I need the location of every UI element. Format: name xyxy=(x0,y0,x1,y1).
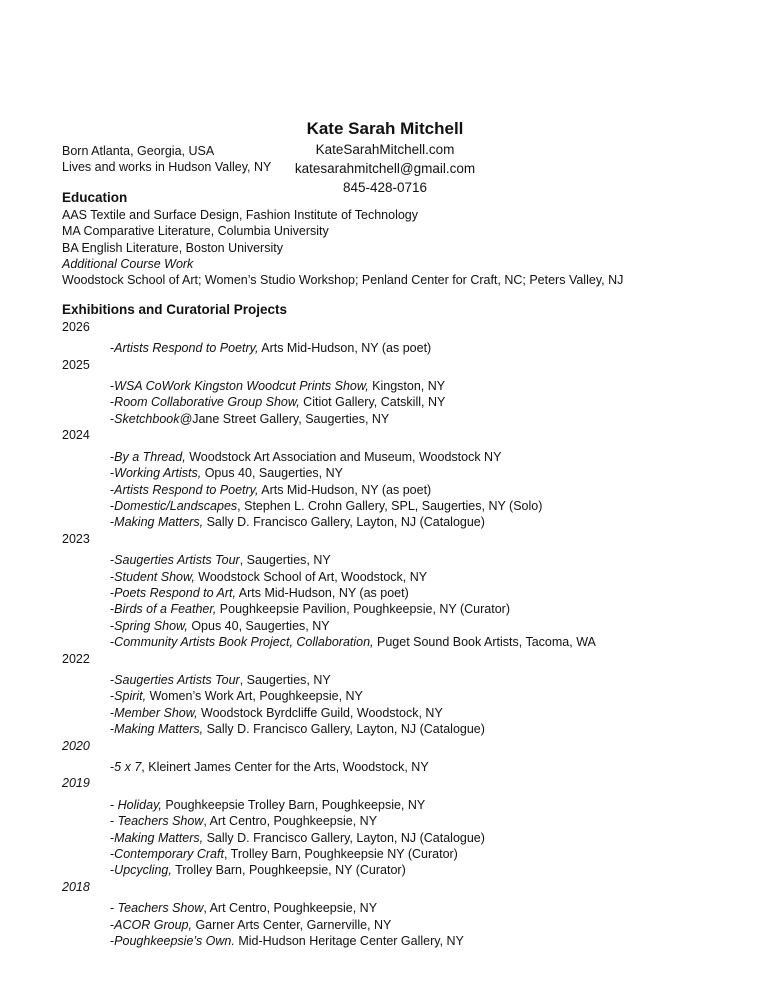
entry-venue: Arts Mid-Hudson, NY (as poet) xyxy=(236,585,409,600)
exhibition-year: 2024 xyxy=(62,428,90,443)
entry-title: Sketchbook@ xyxy=(114,411,193,426)
entry-title: Making Matters, xyxy=(114,830,204,845)
exhibition-year: 2020 xyxy=(62,738,90,753)
entry-title: Teachers Show xyxy=(117,814,204,829)
exhibition-entry xyxy=(62,933,742,949)
additional-coursework-label: Additional Course Work xyxy=(62,257,194,272)
entry-title: Community Artists Book Project, Collaboration, xyxy=(114,635,374,650)
entry-venue: Woodstock Art Association and Museum, Woodstock NY xyxy=(185,449,502,464)
exhibition-entry xyxy=(62,634,742,650)
entry-prefix: - xyxy=(110,863,115,878)
entry-prefix: - xyxy=(110,814,118,829)
entry-prefix: - xyxy=(110,515,115,530)
entry-title: Holiday, xyxy=(117,797,162,812)
entry-venue: Jane Street Gallery, Saugerties, NY xyxy=(192,411,390,426)
entry-venue: Opus 40, Saugerties, NY xyxy=(187,618,330,633)
lives-line: Lives and works in Hudson Valley, NY xyxy=(62,160,272,175)
exhibition-entry xyxy=(62,797,742,813)
exhibition-year: 2026 xyxy=(62,319,90,334)
entry-title: Spring Show, xyxy=(114,618,188,633)
entry-prefix: - xyxy=(110,830,115,845)
entry-prefix: - xyxy=(110,635,115,650)
entry-venue: Sally D. Francisco Gallery, Layton, NJ (Catalogue) xyxy=(203,830,485,845)
entry-title: WSA CoWork Kingston Woodcut Prints Show, xyxy=(114,379,369,394)
entry-prefix: - xyxy=(110,602,115,617)
exhibition-entry xyxy=(62,465,742,481)
entry-prefix: - xyxy=(110,618,115,633)
entry-venue: , Stephen L. Crohn Gallery, SPL, Saugerties, NY (Solo) xyxy=(237,498,543,513)
entry-title: Making Matters, xyxy=(114,515,204,530)
entry-venue: Woodstock School of Art, Woodstock, NY xyxy=(194,569,428,584)
education-item: MA Comparative Literature, Columbia University xyxy=(62,224,329,239)
website-link[interactable]: KateSarahMitchell.com xyxy=(315,142,455,157)
entry-title: Contemporary Craft xyxy=(114,847,224,862)
entry-prefix: - xyxy=(110,689,115,704)
exhibition-year: 2018 xyxy=(62,879,90,894)
entry-prefix: - xyxy=(110,449,115,464)
entry-prefix: - xyxy=(110,760,115,774)
entry-prefix: - xyxy=(110,722,115,737)
entry-prefix: - xyxy=(110,917,115,932)
entry-venue: , Art Centro, Poughkeepsie, NY xyxy=(203,814,378,829)
exhibition-entry xyxy=(62,552,742,568)
exhibition-entry xyxy=(62,601,742,617)
exhibition-year: 2022 xyxy=(62,651,90,666)
exhibition-year: 2023 xyxy=(62,531,90,546)
exhibition-entry xyxy=(62,846,742,862)
artist-name: Kate Sarah Mitchell xyxy=(306,119,464,138)
entry-title: Saugerties Artists Tour xyxy=(114,553,240,568)
exhibition-entry xyxy=(62,340,742,356)
exhibition-entry xyxy=(62,705,742,721)
entry-venue: Kingston, NY xyxy=(368,379,446,394)
entry-title: Poets Respond to Art, xyxy=(114,585,236,600)
exhibition-entry xyxy=(62,721,742,737)
entry-prefix: - xyxy=(110,411,115,426)
entry-prefix: - xyxy=(110,934,115,949)
entry-venue: Opus 40, Saugerties, NY xyxy=(201,466,343,481)
entry-title: Saugerties Artists Tour xyxy=(114,672,240,687)
entry-venue: Poughkeepsie Trolley Barn, Poughkeepsie, NY xyxy=(161,797,426,812)
entry-venue: Garner Arts Center, Garnerville, NY xyxy=(191,917,392,932)
entry-venue: , Saugerties, NY xyxy=(239,672,331,687)
exhibition-entry xyxy=(62,862,742,878)
entry-title: Artists Respond to Poetry, xyxy=(114,341,259,356)
entry-venue: Arts Mid-Hudson, NY (as poet) xyxy=(258,341,432,356)
entry-venue: Citiot Gallery, Catskill, NY xyxy=(299,395,446,410)
entry-venue: Puget Sound Book Artists, Tacoma, WA xyxy=(373,635,596,650)
exhibition-entry xyxy=(62,498,742,514)
additional-coursework: Woodstock School of Art; Women’s Studio Workshop; Penland Center for Craft, NC; Peters Valley, NJ xyxy=(62,273,624,288)
entry-venue: Mid-Hudson Heritage Center Gallery, NY xyxy=(234,934,464,949)
exhibition-entry xyxy=(62,618,742,634)
entry-title: Birds of a Feather, xyxy=(114,602,217,617)
exhibition-entry xyxy=(62,672,742,688)
entry-prefix: - xyxy=(110,569,115,584)
entry-prefix: - xyxy=(110,553,115,568)
entry-title: Upcycling, xyxy=(114,863,172,878)
entry-prefix: - xyxy=(110,379,115,394)
phone-number: 845-428-0716 xyxy=(342,180,428,195)
entry-venue: , Saugerties, NY xyxy=(239,553,331,568)
entry-prefix: - xyxy=(110,585,115,600)
entry-prefix: - xyxy=(110,672,115,687)
entry-title: Working Artists, xyxy=(114,466,202,481)
email-link[interactable]: katesarahmitchell@gmail.com xyxy=(294,161,476,176)
entry-prefix: - xyxy=(110,705,115,720)
exhibition-entry xyxy=(62,394,742,410)
exhibitions-heading: Exhibitions and Curatorial Projects xyxy=(62,301,288,317)
exhibition-entry xyxy=(62,378,742,394)
entry-title: Domestic/Landscapes xyxy=(114,498,238,513)
entry-venue: , Trolley Barn, Poughkeepsie NY (Curator) xyxy=(223,847,458,862)
exhibition-entry xyxy=(62,411,742,427)
education-item: AAS Textile and Surface Design, Fashion Institute of Technology xyxy=(62,207,418,222)
entry-title: ACOR Group, xyxy=(114,917,192,932)
entry-title: Poughkeepsie’s Own. xyxy=(114,934,235,949)
entry-title: Spirit, xyxy=(114,689,147,704)
entry-title: Artists Respond to Poetry, xyxy=(114,482,259,497)
entry-prefix: - xyxy=(110,482,115,497)
entry-venue: , Kleinert James Center for the Arts, Woodstock, NY xyxy=(141,760,429,774)
entry-title: Teachers Show xyxy=(117,901,204,916)
entry-prefix: - xyxy=(110,466,115,481)
entry-title: By a Thread, xyxy=(114,449,186,464)
entry-prefix: - xyxy=(110,395,115,410)
entry-title: Room Collaborative Group Show, xyxy=(114,395,300,410)
exhibition-entry xyxy=(62,688,742,704)
entry-venue: Woodstock Byrdcliffe Guild, Woodstock, NY xyxy=(197,705,443,720)
exhibition-entry xyxy=(62,813,742,829)
exhibition-entry xyxy=(62,569,742,585)
entry-title: 5 x 7 xyxy=(114,760,142,774)
exhibition-entry xyxy=(62,759,742,775)
born-line: Born Atlanta, Georgia, USA xyxy=(62,144,215,158)
entry-title: Member Show, xyxy=(114,705,198,720)
entry-venue: Poughkeepsie Pavilion, Poughkeepsie, NY (Curator) xyxy=(216,602,511,617)
entry-venue: Women’s Work Art, Poughkeepsie, NY xyxy=(146,689,363,704)
exhibition-year: 2019 xyxy=(62,776,90,791)
entry-venue: , Art Centro, Poughkeepsie, NY xyxy=(203,901,378,916)
entry-prefix: - xyxy=(110,901,118,916)
exhibitions-list xyxy=(62,319,742,950)
exhibition-year: 2025 xyxy=(62,357,90,372)
exhibition-entry xyxy=(62,830,742,846)
exhibition-entry xyxy=(62,900,742,916)
entry-title: Student Show, xyxy=(114,569,195,584)
exhibition-entry xyxy=(62,449,742,465)
entry-prefix: - xyxy=(110,847,115,862)
education-item: BA English Literature, Boston University xyxy=(62,240,283,255)
exhibition-entry xyxy=(62,514,742,530)
entry-prefix: - xyxy=(110,341,115,356)
entry-prefix: - xyxy=(110,498,115,513)
exhibition-entry xyxy=(62,585,742,601)
entry-venue: Arts Mid-Hudson, NY (as poet) xyxy=(258,482,432,497)
entry-venue: Sally D. Francisco Gallery, Layton, NJ (Catalogue) xyxy=(203,515,485,530)
education-heading: Education xyxy=(62,189,128,205)
exhibition-entry xyxy=(62,482,742,498)
exhibition-entry xyxy=(62,917,742,933)
entry-venue: Trolley Barn, Poughkeepsie, NY (Curator) xyxy=(171,863,406,878)
entry-prefix: - xyxy=(110,797,118,812)
entry-title: Making Matters, xyxy=(114,722,204,737)
entry-venue: Sally D. Francisco Gallery, Layton, NJ (Catalogue) xyxy=(203,722,485,737)
